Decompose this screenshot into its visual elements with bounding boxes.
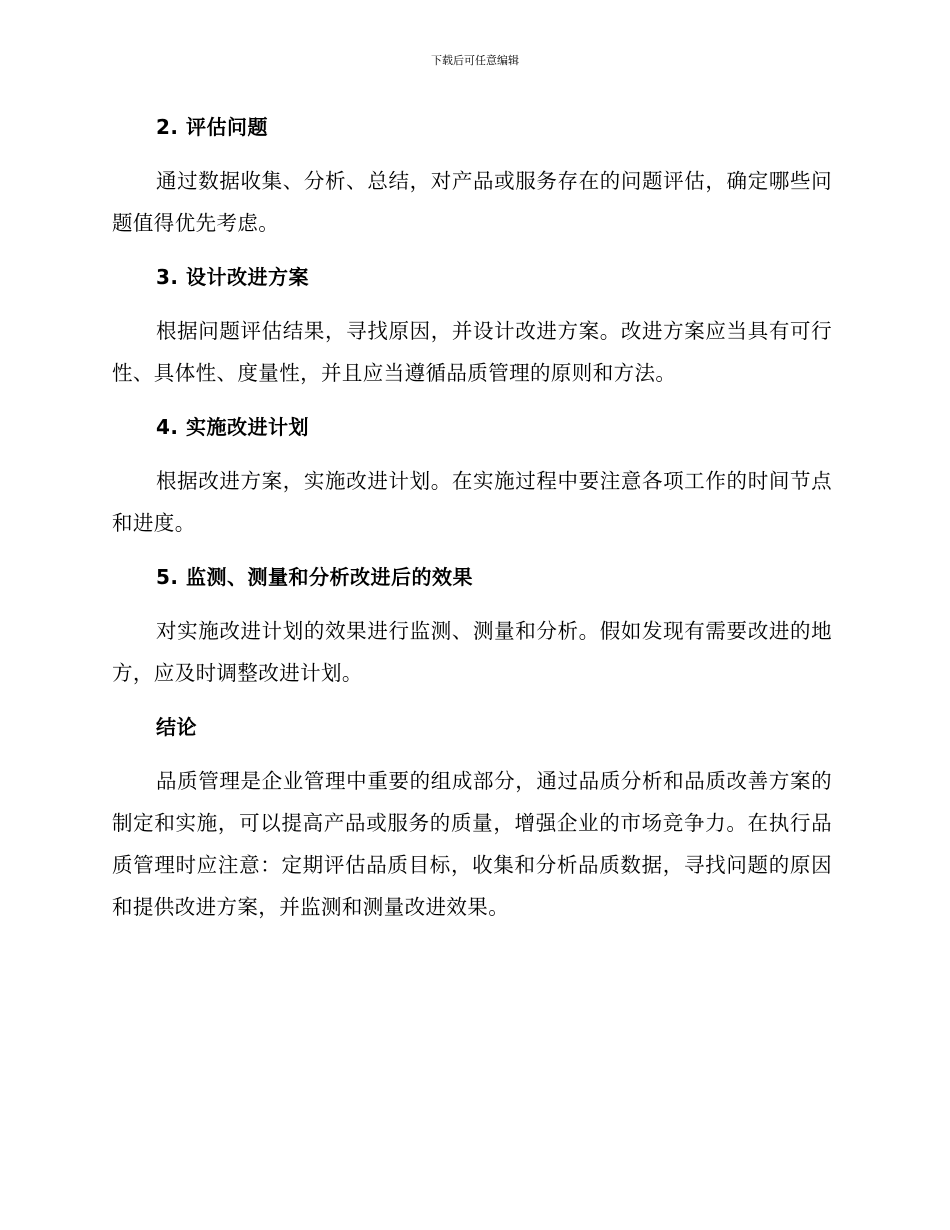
- section-heading: 2. 评估问题: [156, 115, 268, 139]
- section-design-plan: [112, 258, 832, 394]
- section-paragraph: 通过数据收集、分析、总结，对产品或服务存在的问题评估，确定哪些问题值得优先考虑。: [112, 169, 832, 235]
- section-evaluate-problems: [112, 108, 832, 244]
- section-paragraph: 根据改进方案，实施改进计划。在实施过程中要注意各项工作的时间节点和进度。: [112, 469, 832, 535]
- section-monitor-effects: [112, 558, 832, 694]
- section-conclusion: [112, 708, 832, 928]
- section-heading: 3. 设计改进方案: [156, 265, 309, 289]
- page-header: 下载后可任意编辑: [431, 54, 519, 67]
- document-body: [112, 108, 832, 942]
- section-implement-plan: [112, 408, 832, 544]
- section-paragraph: 对实施改进计划的效果进行监测、测量和分析。假如发现有需要改进的地方，应及时调整改进计划。: [112, 619, 832, 685]
- section-paragraph: 根据问题评估结果，寻找原因，并设计改进方案。改进方案应当具有可行性、具体性、度量性，并且应当遵循品质管理的原则和方法。: [112, 319, 832, 385]
- section-heading: 4. 实施改进计划: [156, 415, 309, 439]
- section-heading: 结论: [156, 715, 197, 739]
- section-heading: 5. 监测、测量和分析改进后的效果: [156, 565, 473, 589]
- section-paragraph: 品质管理是企业管理中重要的组成部分，通过品质分析和品质改善方案的制定和实施，可以提高产品或服务的质量，增强企业的市场竞争力。在执行品质管理时应注意：定期评估品质目标，收集和分析品质数据，寻找问题的原因和提供改进方案，并监测和测量改进效果。: [112, 769, 832, 919]
